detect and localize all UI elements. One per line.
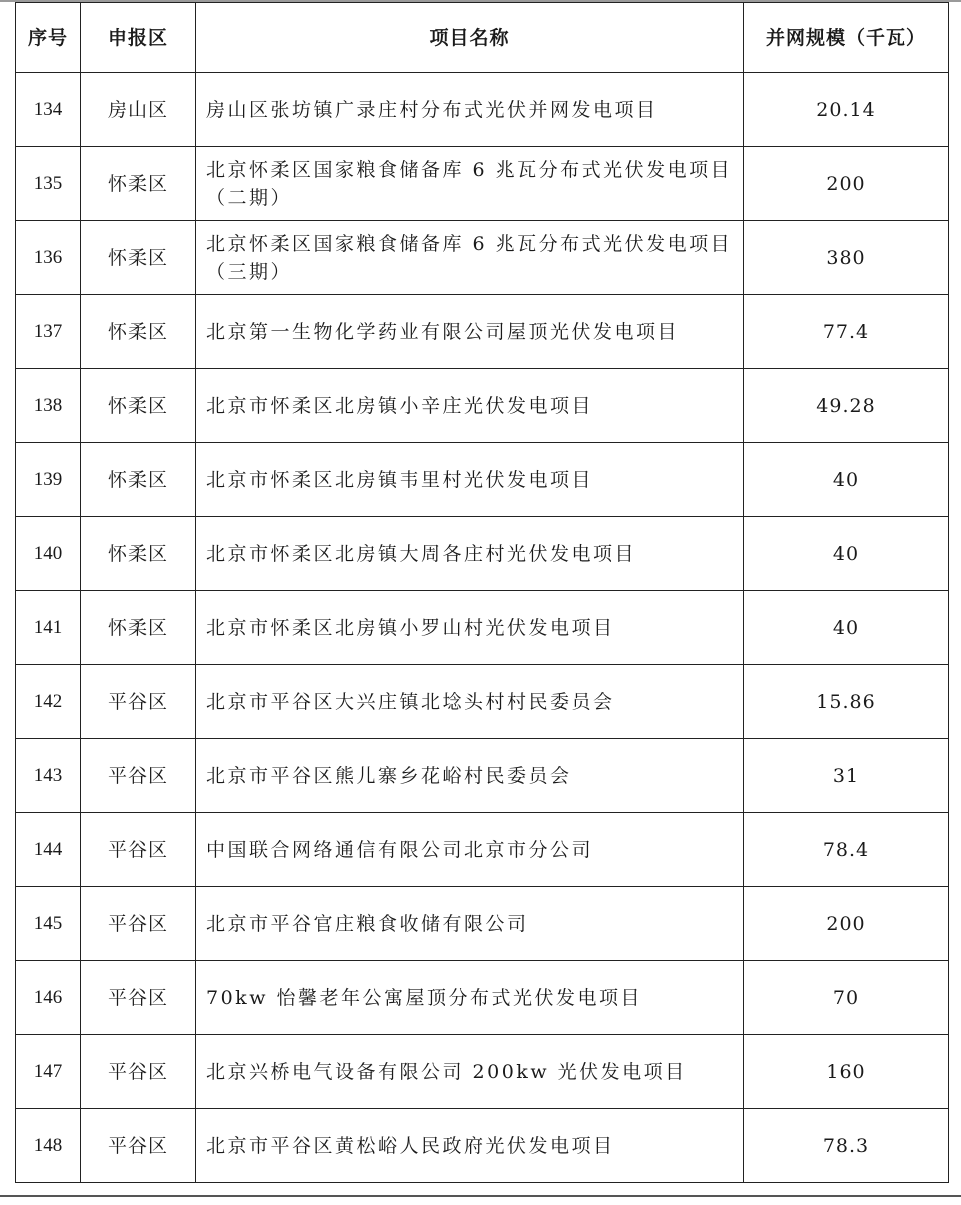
row-district: 怀柔区: [81, 295, 196, 369]
row-capacity: 20.14: [744, 73, 949, 147]
row-name: 中国联合网络通信有限公司北京市分公司: [196, 813, 744, 887]
table-row: [16, 961, 949, 1035]
row-name: 房山区张坊镇广录庄村分布式光伏并网发电项目: [196, 73, 744, 147]
row-district: 怀柔区: [81, 147, 196, 221]
table-row: [16, 221, 949, 295]
row-district: 怀柔区: [81, 369, 196, 443]
row-name: 北京市平谷官庄粮食收储有限公司: [196, 887, 744, 961]
row-capacity: 160: [744, 1035, 949, 1109]
header-capacity: 并网规模（千瓦）: [744, 3, 949, 73]
row-district: 平谷区: [81, 813, 196, 887]
header-name: 项目名称: [196, 3, 744, 73]
table-row: [16, 295, 949, 369]
row-capacity: 200: [744, 887, 949, 961]
row-district: 平谷区: [81, 1109, 196, 1183]
row-capacity: 70: [744, 961, 949, 1035]
row-district: 房山区: [81, 73, 196, 147]
row-capacity: 15.86: [744, 665, 949, 739]
row-no: 139: [16, 443, 81, 517]
row-no: 138: [16, 369, 81, 443]
table-row: [16, 517, 949, 591]
row-no: 137: [16, 295, 81, 369]
row-capacity: 40: [744, 443, 949, 517]
row-name: 北京市平谷区大兴庄镇北埝头村村民委员会: [196, 665, 744, 739]
header-district: 申报区: [81, 3, 196, 73]
row-district: 平谷区: [81, 739, 196, 813]
row-name: 北京市怀柔区北房镇小罗山村光伏发电项目: [196, 591, 744, 665]
row-no: 142: [16, 665, 81, 739]
row-name: 北京市怀柔区北房镇韦里村光伏发电项目: [196, 443, 744, 517]
table-row: [16, 1109, 949, 1183]
row-district: 平谷区: [81, 961, 196, 1035]
row-capacity: 40: [744, 517, 949, 591]
row-capacity: 78.4: [744, 813, 949, 887]
row-no: 141: [16, 591, 81, 665]
row-no: 140: [16, 517, 81, 591]
row-district: 怀柔区: [81, 443, 196, 517]
header-no: 序号: [16, 3, 81, 73]
row-capacity: 40: [744, 591, 949, 665]
row-district: 怀柔区: [81, 517, 196, 591]
table-row: [16, 73, 949, 147]
row-name: 北京兴桥电气设备有限公司 200kw 光伏发电项目: [196, 1035, 744, 1109]
row-capacity: 77.4: [744, 295, 949, 369]
row-capacity: 78.3: [744, 1109, 949, 1183]
row-capacity: 200: [744, 147, 949, 221]
row-no: 144: [16, 813, 81, 887]
row-name: 北京市平谷区熊儿寨乡花峪村民委员会: [196, 739, 744, 813]
table-row: [16, 887, 949, 961]
row-capacity: 49.28: [744, 369, 949, 443]
table-row: [16, 443, 949, 517]
table-row: [16, 369, 949, 443]
table-row: [16, 665, 949, 739]
row-no: 147: [16, 1035, 81, 1109]
bottom-rule: [0, 1195, 961, 1205]
row-name: 北京市怀柔区北房镇小辛庄光伏发电项目: [196, 369, 744, 443]
row-district: 怀柔区: [81, 591, 196, 665]
row-no: 143: [16, 739, 81, 813]
row-no: 136: [16, 221, 81, 295]
row-district: 平谷区: [81, 887, 196, 961]
row-name: 北京市怀柔区北房镇大周各庄村光伏发电项目: [196, 517, 744, 591]
row-name: 北京怀柔区国家粮食储备库 6 兆瓦分布式光伏发电项目（三期）: [196, 221, 744, 295]
row-district: 怀柔区: [81, 221, 196, 295]
row-no: 145: [16, 887, 81, 961]
header-row: [16, 3, 949, 73]
table-row: [16, 813, 949, 887]
row-name: 北京市平谷区黄松峪人民政府光伏发电项目: [196, 1109, 744, 1183]
row-no: 135: [16, 147, 81, 221]
table-row: [16, 147, 949, 221]
row-name: 北京第一生物化学药业有限公司屋顶光伏发电项目: [196, 295, 744, 369]
row-no: 148: [16, 1109, 81, 1183]
row-no: 134: [16, 73, 81, 147]
table-row: [16, 591, 949, 665]
row-name: 北京怀柔区国家粮食储备库 6 兆瓦分布式光伏发电项目（二期）: [196, 147, 744, 221]
row-district: 平谷区: [81, 665, 196, 739]
row-capacity: 31: [744, 739, 949, 813]
projects-table: [15, 2, 949, 1183]
row-district: 平谷区: [81, 1035, 196, 1109]
table-row: [16, 739, 949, 813]
table-row: [16, 1035, 949, 1109]
row-name: 70kw 怡馨老年公寓屋顶分布式光伏发电项目: [196, 961, 744, 1035]
row-no: 146: [16, 961, 81, 1035]
row-capacity: 380: [744, 221, 949, 295]
table-body: [16, 73, 949, 1183]
